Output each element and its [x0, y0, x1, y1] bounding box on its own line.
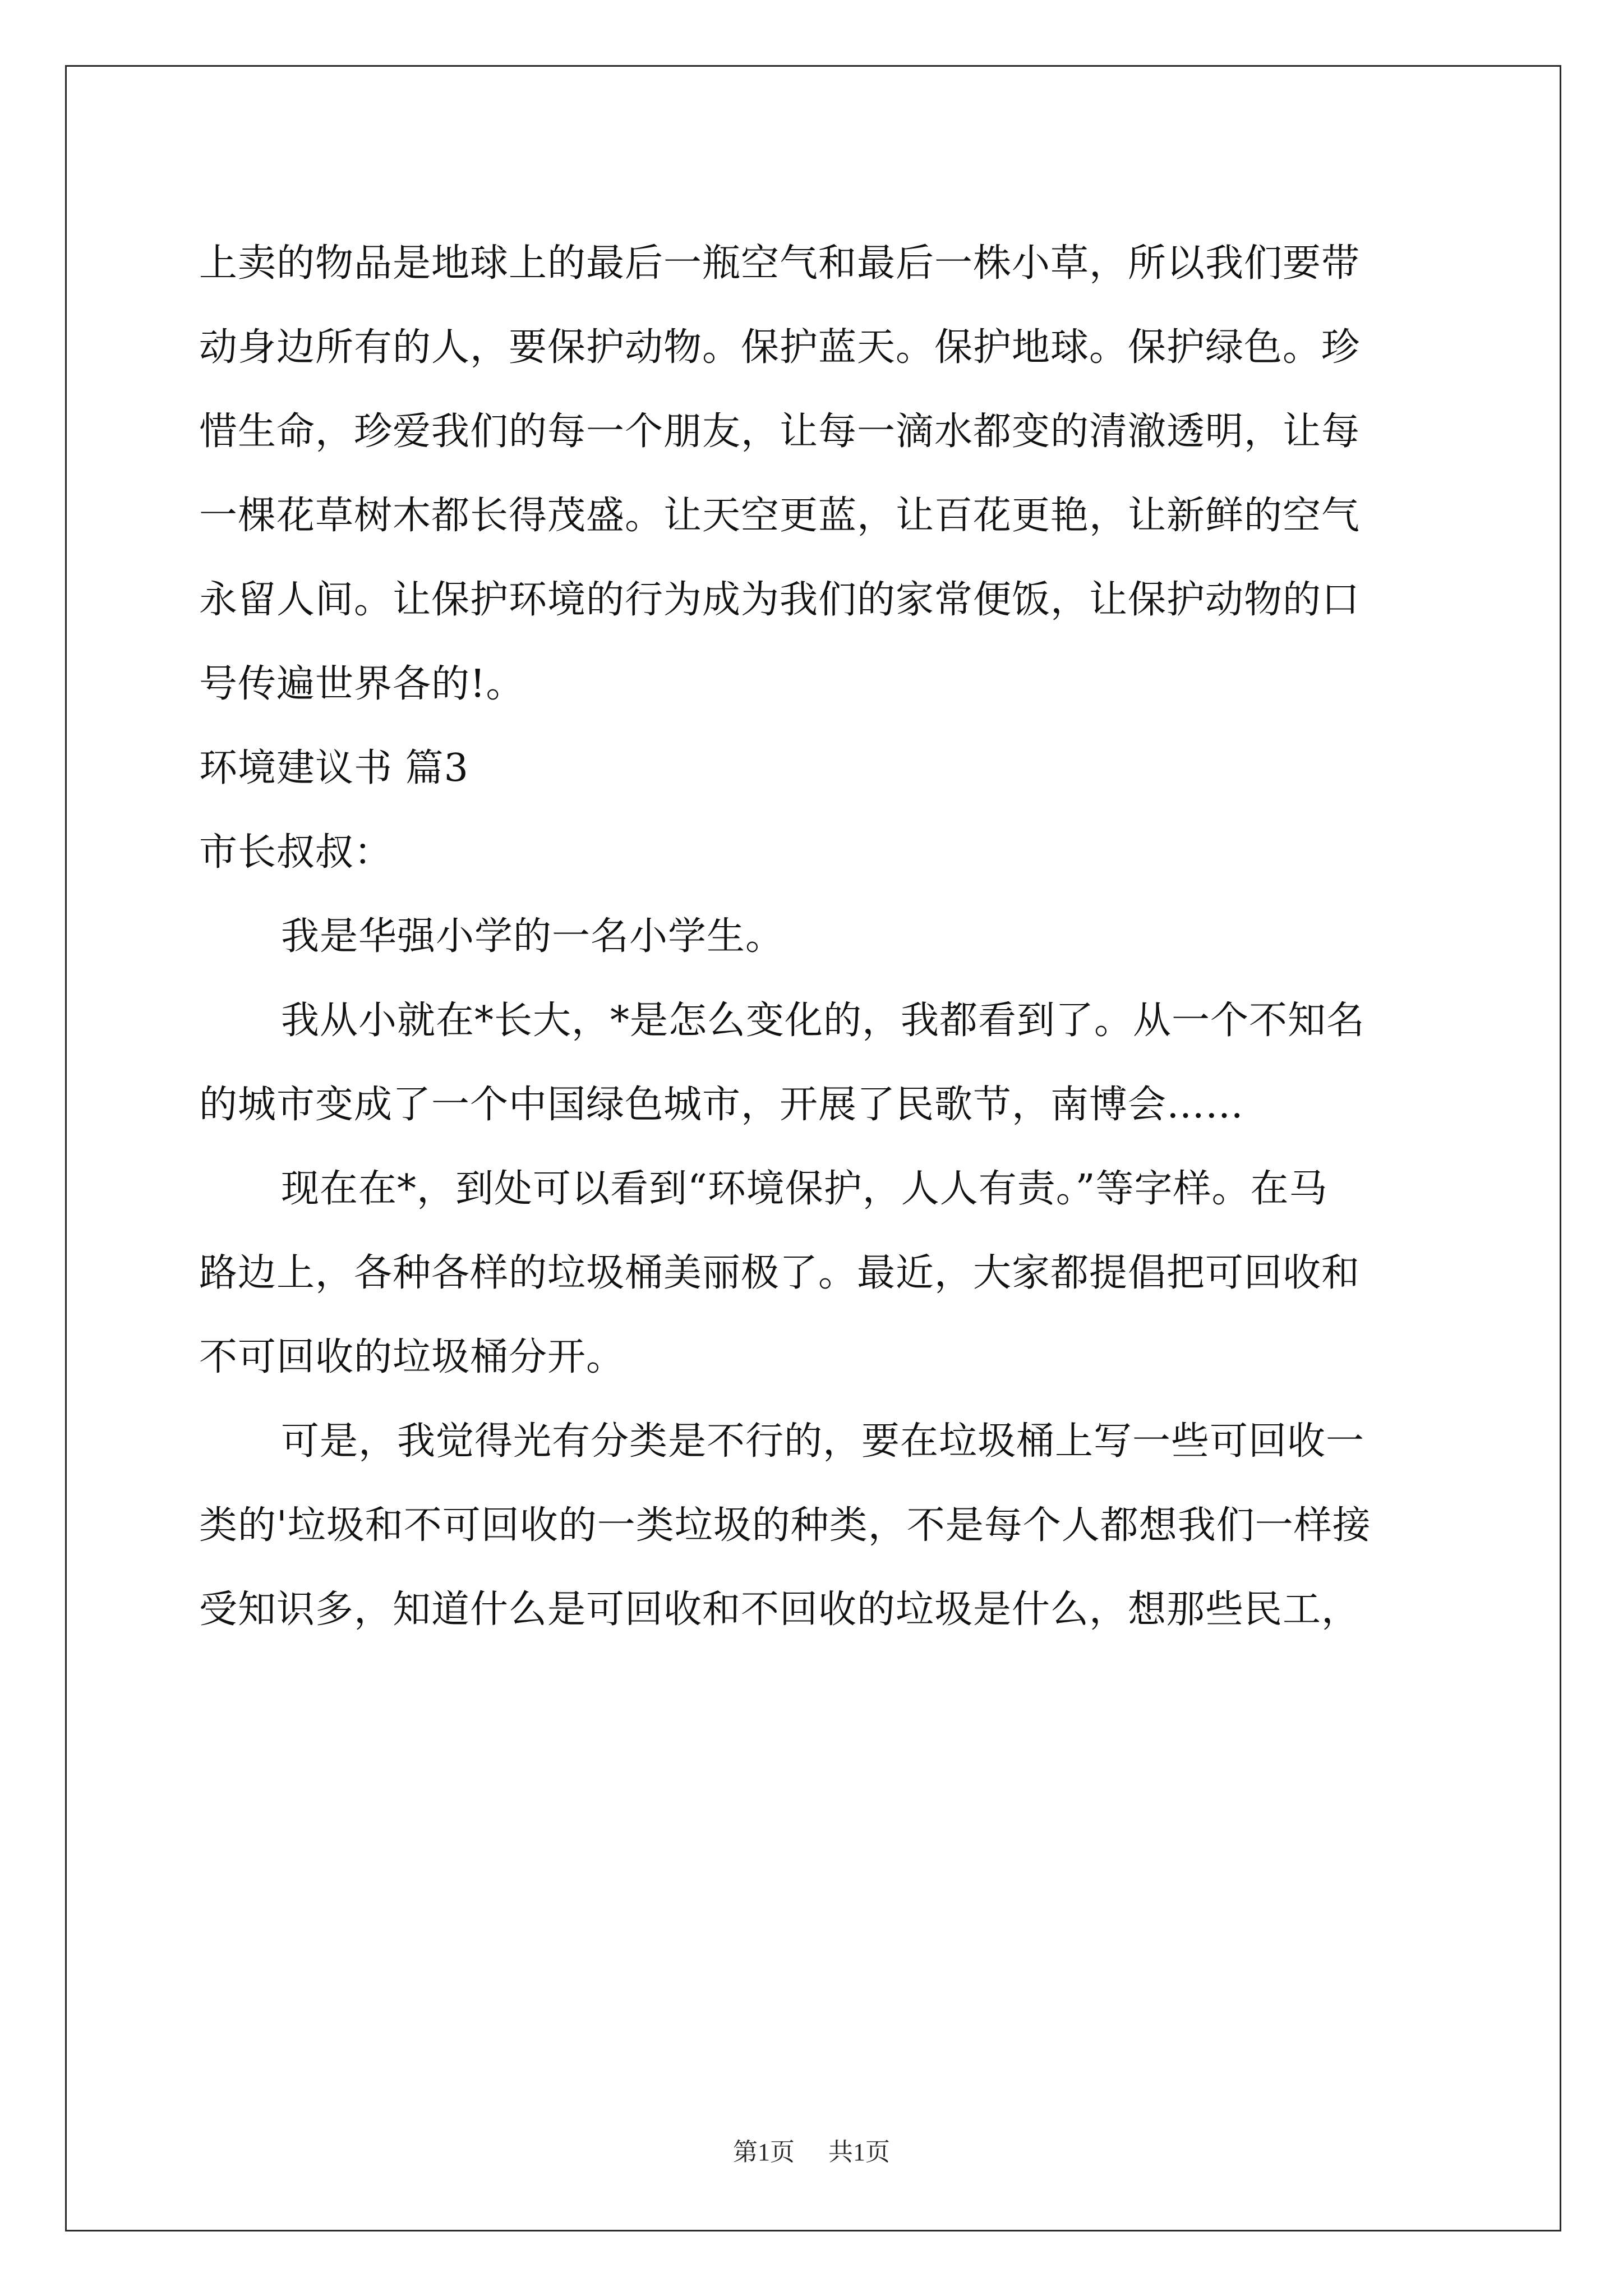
page-number: 第1页 [733, 2138, 795, 2166]
body-line: 路边上，各种各样的垃圾桶美丽极了。最近，大家都提倡把可回收和 [199, 1251, 1361, 1295]
body-line: 现在在*，到处可以看到“环境保护，人人有责。”等字样。在马 [281, 1167, 1328, 1211]
body-line: 惜生命，珍爱我们的每一个朋友，让每一滴水都变的清澈透明，让每 [199, 409, 1361, 454]
body-line: 受知识多，知道什么是可回收和不回收的垃圾是什么，想那些民工， [199, 1588, 1361, 1632]
body-line: 类的'垃圾和不可回收的一类垃圾的种类，不是每个人都想我们一样接 [199, 1503, 1371, 1548]
body-line: 号传遍世界各的!。 [199, 662, 525, 706]
body-line: 永留人间。让保护环境的行为成为我们的家常便饭，让保护动物的口 [199, 578, 1361, 622]
body-line: 我从小就在*长大，*是怎么变化的，我都看到了。从一个不知名 [281, 999, 1366, 1043]
body-line: 的城市变成了一个中国绿色城市，开展了民歌节，南博会…… [199, 1083, 1244, 1127]
body-line: 我是华强小学的一名小学生。 [281, 914, 785, 959]
body-line: 一棵花草树木都长得茂盛。让天空更蓝，让百花更艳，让新鲜的空气 [199, 494, 1361, 538]
body-line: 上卖的物品是地球上的最后一瓶空气和最后一株小草，所以我们要带 [199, 241, 1361, 286]
document-body [199, 222, 1427, 1652]
page-footer [0, 2132, 1623, 2168]
body-line: 可是，我觉得光有分类是不行的，要在垃圾桶上写一些可回收一 [281, 1419, 1365, 1464]
section-heading: 环境建议书 篇3 [199, 746, 469, 790]
body-line: 动身边所有的人，要保护动物。保护蓝天。保护地球。保护绿色。珍 [199, 325, 1361, 370]
body-line: 不可回收的垃圾桶分开。 [199, 1335, 625, 1379]
page-total: 共1页 [828, 2138, 890, 2166]
salutation: 市长叔叔： [199, 830, 393, 875]
